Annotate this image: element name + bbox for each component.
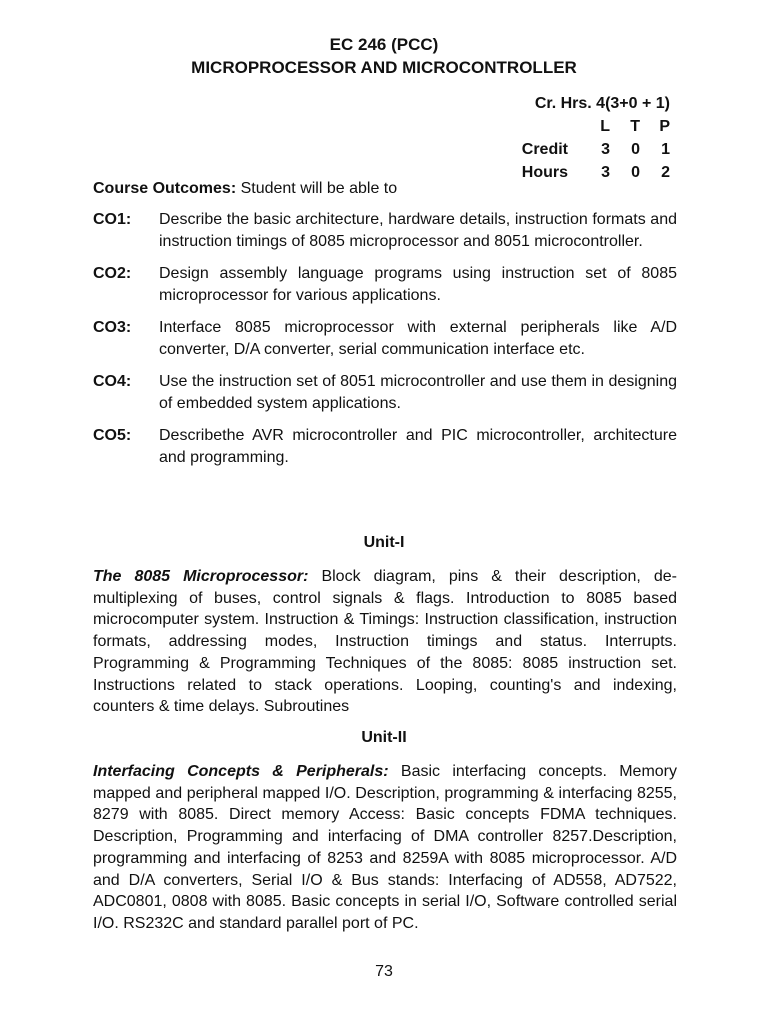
unit-1-body: Block diagram, pins & their description, de-multiplexing of buses, control signals & flags. Introduction to 8085 based microcomputer system. Instruction & Timings: Instruction classification, instruction formats, addressing modes, Instruction timings and status. Interrupts. Programming & Programming Techniques of the 8085: 8085 instruction set. Instructions related to stack operations. Looping, counting's and indexing, counters & time delays. Subroutines xyxy=(93,568,677,716)
page-number: 73 xyxy=(375,963,393,980)
credit-l-value: 3 xyxy=(601,141,610,158)
co-code: CO2: xyxy=(93,265,132,282)
course-outcomes-list xyxy=(93,209,677,479)
credit-hours-row xyxy=(522,92,670,115)
co-text: Describethe AVR microcontroller and PIC microcontroller, architecture and programming. xyxy=(159,427,677,466)
co-code: CO1: xyxy=(93,211,132,228)
list-item xyxy=(93,263,677,307)
course-name-heading: MICROPROCESSOR AND MICROCONTROLLER xyxy=(191,58,577,77)
course-code-heading: EC 246 (PCC) xyxy=(329,35,439,54)
hours-row xyxy=(522,161,670,184)
unit-2-lead: Interfacing Concepts & Peripherals: xyxy=(93,763,389,780)
credit-p-value: 1 xyxy=(661,141,670,158)
hours-t-value: 0 xyxy=(631,164,640,181)
co-code: CO4: xyxy=(93,373,132,390)
credit-columns-row xyxy=(522,115,670,138)
co-code: CO5: xyxy=(93,427,132,444)
course-outcomes-intro: Student will be able to xyxy=(236,180,398,197)
credit-row xyxy=(522,138,670,161)
course-outcomes-label: Course Outcomes: xyxy=(93,180,237,197)
co-text: Use the instruction set of 8051 microcontroller and use them in designing of embedded system applications. xyxy=(159,373,677,412)
unit-2-body: Basic interfacing concepts. Memory mapped and peripheral mapped I/O. Description, programming & interfacing 8255, 8279 with 8085. Direct memory Access: Basic concepts FDMA techniques. Description, Programming and interfacing of DMA controller 8257.Description, programming and interfacing of 8253 and 8259A with 8085 microprocessor. A/D and D/A converters, Serial I/O & Bus stands: Interfacing of AD558, AD7522, ADC0801, 0808 with 8085. Basic concepts in serial I/O, Software controlled serial I/O. RS232C and standard parallel port of PC. xyxy=(93,763,677,932)
hours-p-value: 2 xyxy=(661,164,670,181)
column-p: P xyxy=(659,118,670,135)
credit-t-value: 0 xyxy=(631,141,640,158)
co-text: Design assembly language programs using instruction set of 8085 microprocessor for various applications. xyxy=(159,265,677,304)
unit-1-lead: The 8085 Microprocessor: xyxy=(93,568,309,585)
list-item xyxy=(93,425,677,469)
credit-table xyxy=(522,92,670,184)
hours-l-value: 3 xyxy=(601,164,610,181)
co-text: Interface 8085 microprocessor with external peripherals like A/D converter, D/A converter, serial communication interface etc. xyxy=(159,319,677,358)
credit-hours-text: Cr. Hrs. 4(3+0 + 1) xyxy=(534,95,670,112)
column-l: L xyxy=(600,118,610,135)
list-item xyxy=(93,317,677,361)
list-item xyxy=(93,371,677,415)
course-outcomes-heading xyxy=(93,178,397,200)
column-t: T xyxy=(630,118,640,135)
unit-1-description xyxy=(93,566,677,718)
co-code: CO3: xyxy=(93,319,132,336)
unit-1-title: Unit-I xyxy=(363,534,405,551)
list-item xyxy=(93,209,677,253)
hours-label: Hours xyxy=(521,164,568,181)
unit-2-description xyxy=(93,761,677,935)
credit-label: Credit xyxy=(521,141,568,158)
co-text: Describe the basic architecture, hardware details, instruction formats and instruction timings of 8085 microprocessor and 8051 microcontroller. xyxy=(159,211,677,250)
unit-2-title: Unit-II xyxy=(361,729,407,746)
